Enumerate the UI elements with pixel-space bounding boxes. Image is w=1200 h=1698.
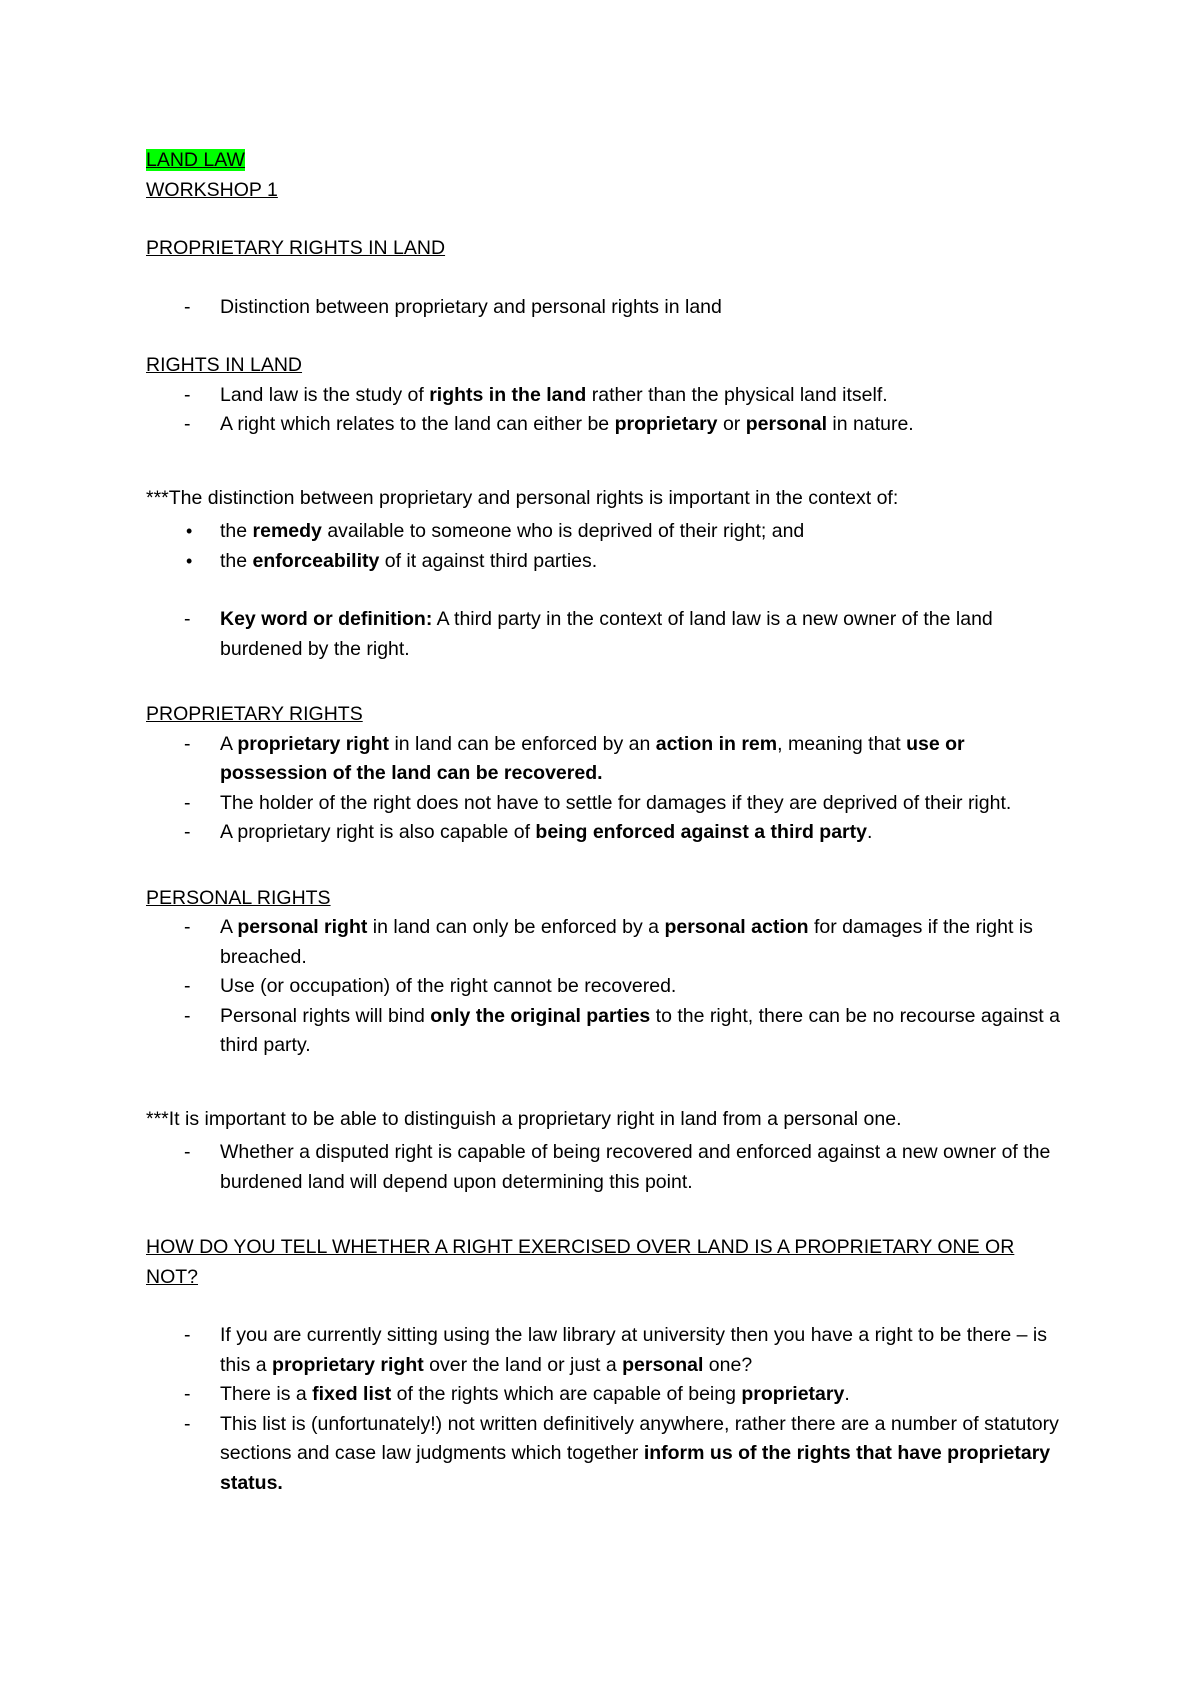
dash-marker: - bbox=[184, 1324, 191, 1346]
list-item: - Use (or occupation) of the right cannot be recovered. bbox=[146, 972, 1062, 1002]
note-distinction: ***The distinction between proprietary and personal rights is important in the context of: bbox=[146, 486, 899, 509]
section-heading-proprietary-rights: PROPRIETARY RIGHTS bbox=[146, 703, 363, 725]
bullet-list bbox=[146, 517, 1062, 576]
bullet-marker: • bbox=[186, 550, 193, 571]
note2-list bbox=[146, 1138, 1062, 1197]
dash-marker: - bbox=[184, 1141, 191, 1163]
proprietary-list bbox=[146, 730, 1062, 848]
doc-title: LAND LAW bbox=[146, 149, 245, 171]
personal-list bbox=[146, 913, 1062, 1061]
keyword-list bbox=[146, 605, 1062, 664]
dash-marker: - bbox=[184, 916, 191, 938]
dash-marker: - bbox=[184, 821, 191, 843]
list-item: - A proprietary right is also capable of being enforced against a third party. bbox=[146, 818, 1062, 848]
note-distinguish: ***It is important to be able to distinguish a proprietary right in land from a personal one. bbox=[146, 1107, 902, 1130]
dash-marker: - bbox=[184, 1004, 191, 1027]
list-item: - The holder of the right does not have to settle for damages if they are deprived of their right. bbox=[146, 789, 1062, 819]
list-item: - Distinction between proprietary and personal rights in land bbox=[146, 293, 1062, 323]
list-item: - Key word or definition: A third party in the context of land law is a new owner of the land burdened by the right. bbox=[146, 605, 1062, 664]
how-list bbox=[146, 1321, 1062, 1498]
list-item: - Personal rights will bind only the original parties to the right, there can be no recourse against a third party. bbox=[146, 1002, 1062, 1061]
dash-marker: - bbox=[184, 1412, 191, 1435]
dash-marker: - bbox=[184, 608, 191, 630]
list-item: • the remedy available to someone who is deprived of their right; and bbox=[146, 517, 1062, 547]
list-item: - A personal right in land can only be enforced by a personal action for damages if the right is breached. bbox=[146, 913, 1062, 972]
dash-marker: - bbox=[184, 383, 191, 406]
intro-list bbox=[146, 293, 1062, 323]
doc-subtitle: WORKSHOP 1 bbox=[146, 178, 278, 201]
bullet-marker: • bbox=[186, 521, 193, 541]
section-heading-how-to-tell: HOW DO YOU TELL WHETHER A RIGHT EXERCISED OVER LAND IS A PROPRIETARY ONE OR NOT? bbox=[146, 1236, 1015, 1288]
list-item: - This list is (unfortunately!) not written definitively anywhere, rather there are a number of statutory sections and case law judgments which together inform us of the rights that have proprietary status. bbox=[146, 1410, 1062, 1499]
list-item: - There is a fixed list of the rights which are capable of being proprietary. bbox=[146, 1380, 1062, 1410]
dash-marker: - bbox=[184, 975, 191, 997]
list-item: - A proprietary right in land can be enforced by an action in rem, meaning that use or possession of the land can be recovered. bbox=[146, 730, 1062, 789]
rights-list bbox=[146, 381, 1062, 440]
dash-marker: - bbox=[184, 295, 191, 318]
list-item: • the enforceability of it against third parties. bbox=[146, 547, 1062, 577]
section-heading-proprietary-rights-in-land: PROPRIETARY RIGHTS IN LAND bbox=[146, 237, 446, 259]
section-heading-personal-rights: PERSONAL RIGHTS bbox=[146, 886, 331, 909]
dash-marker: - bbox=[184, 732, 191, 755]
section-heading-rights-in-land: RIGHTS IN LAND bbox=[146, 354, 303, 376]
document-body bbox=[146, 146, 1062, 1498]
list-item: - If you are currently sitting using the law library at university then you have a right to be there – is this a proprietary right over the land or just a personal one? bbox=[146, 1321, 1062, 1380]
list-item: - A right which relates to the land can either be proprietary or personal in nature. bbox=[146, 410, 1062, 440]
dash-marker: - bbox=[184, 413, 191, 435]
dash-marker: - bbox=[184, 791, 191, 814]
list-item: - Whether a disputed right is capable of being recovered and enforced against a new owner of the burdened land will depend upon determining this point. bbox=[146, 1138, 1062, 1197]
list-item: - Land law is the study of rights in the land rather than the physical land itself. bbox=[146, 381, 1062, 411]
dash-marker: - bbox=[184, 1383, 191, 1405]
